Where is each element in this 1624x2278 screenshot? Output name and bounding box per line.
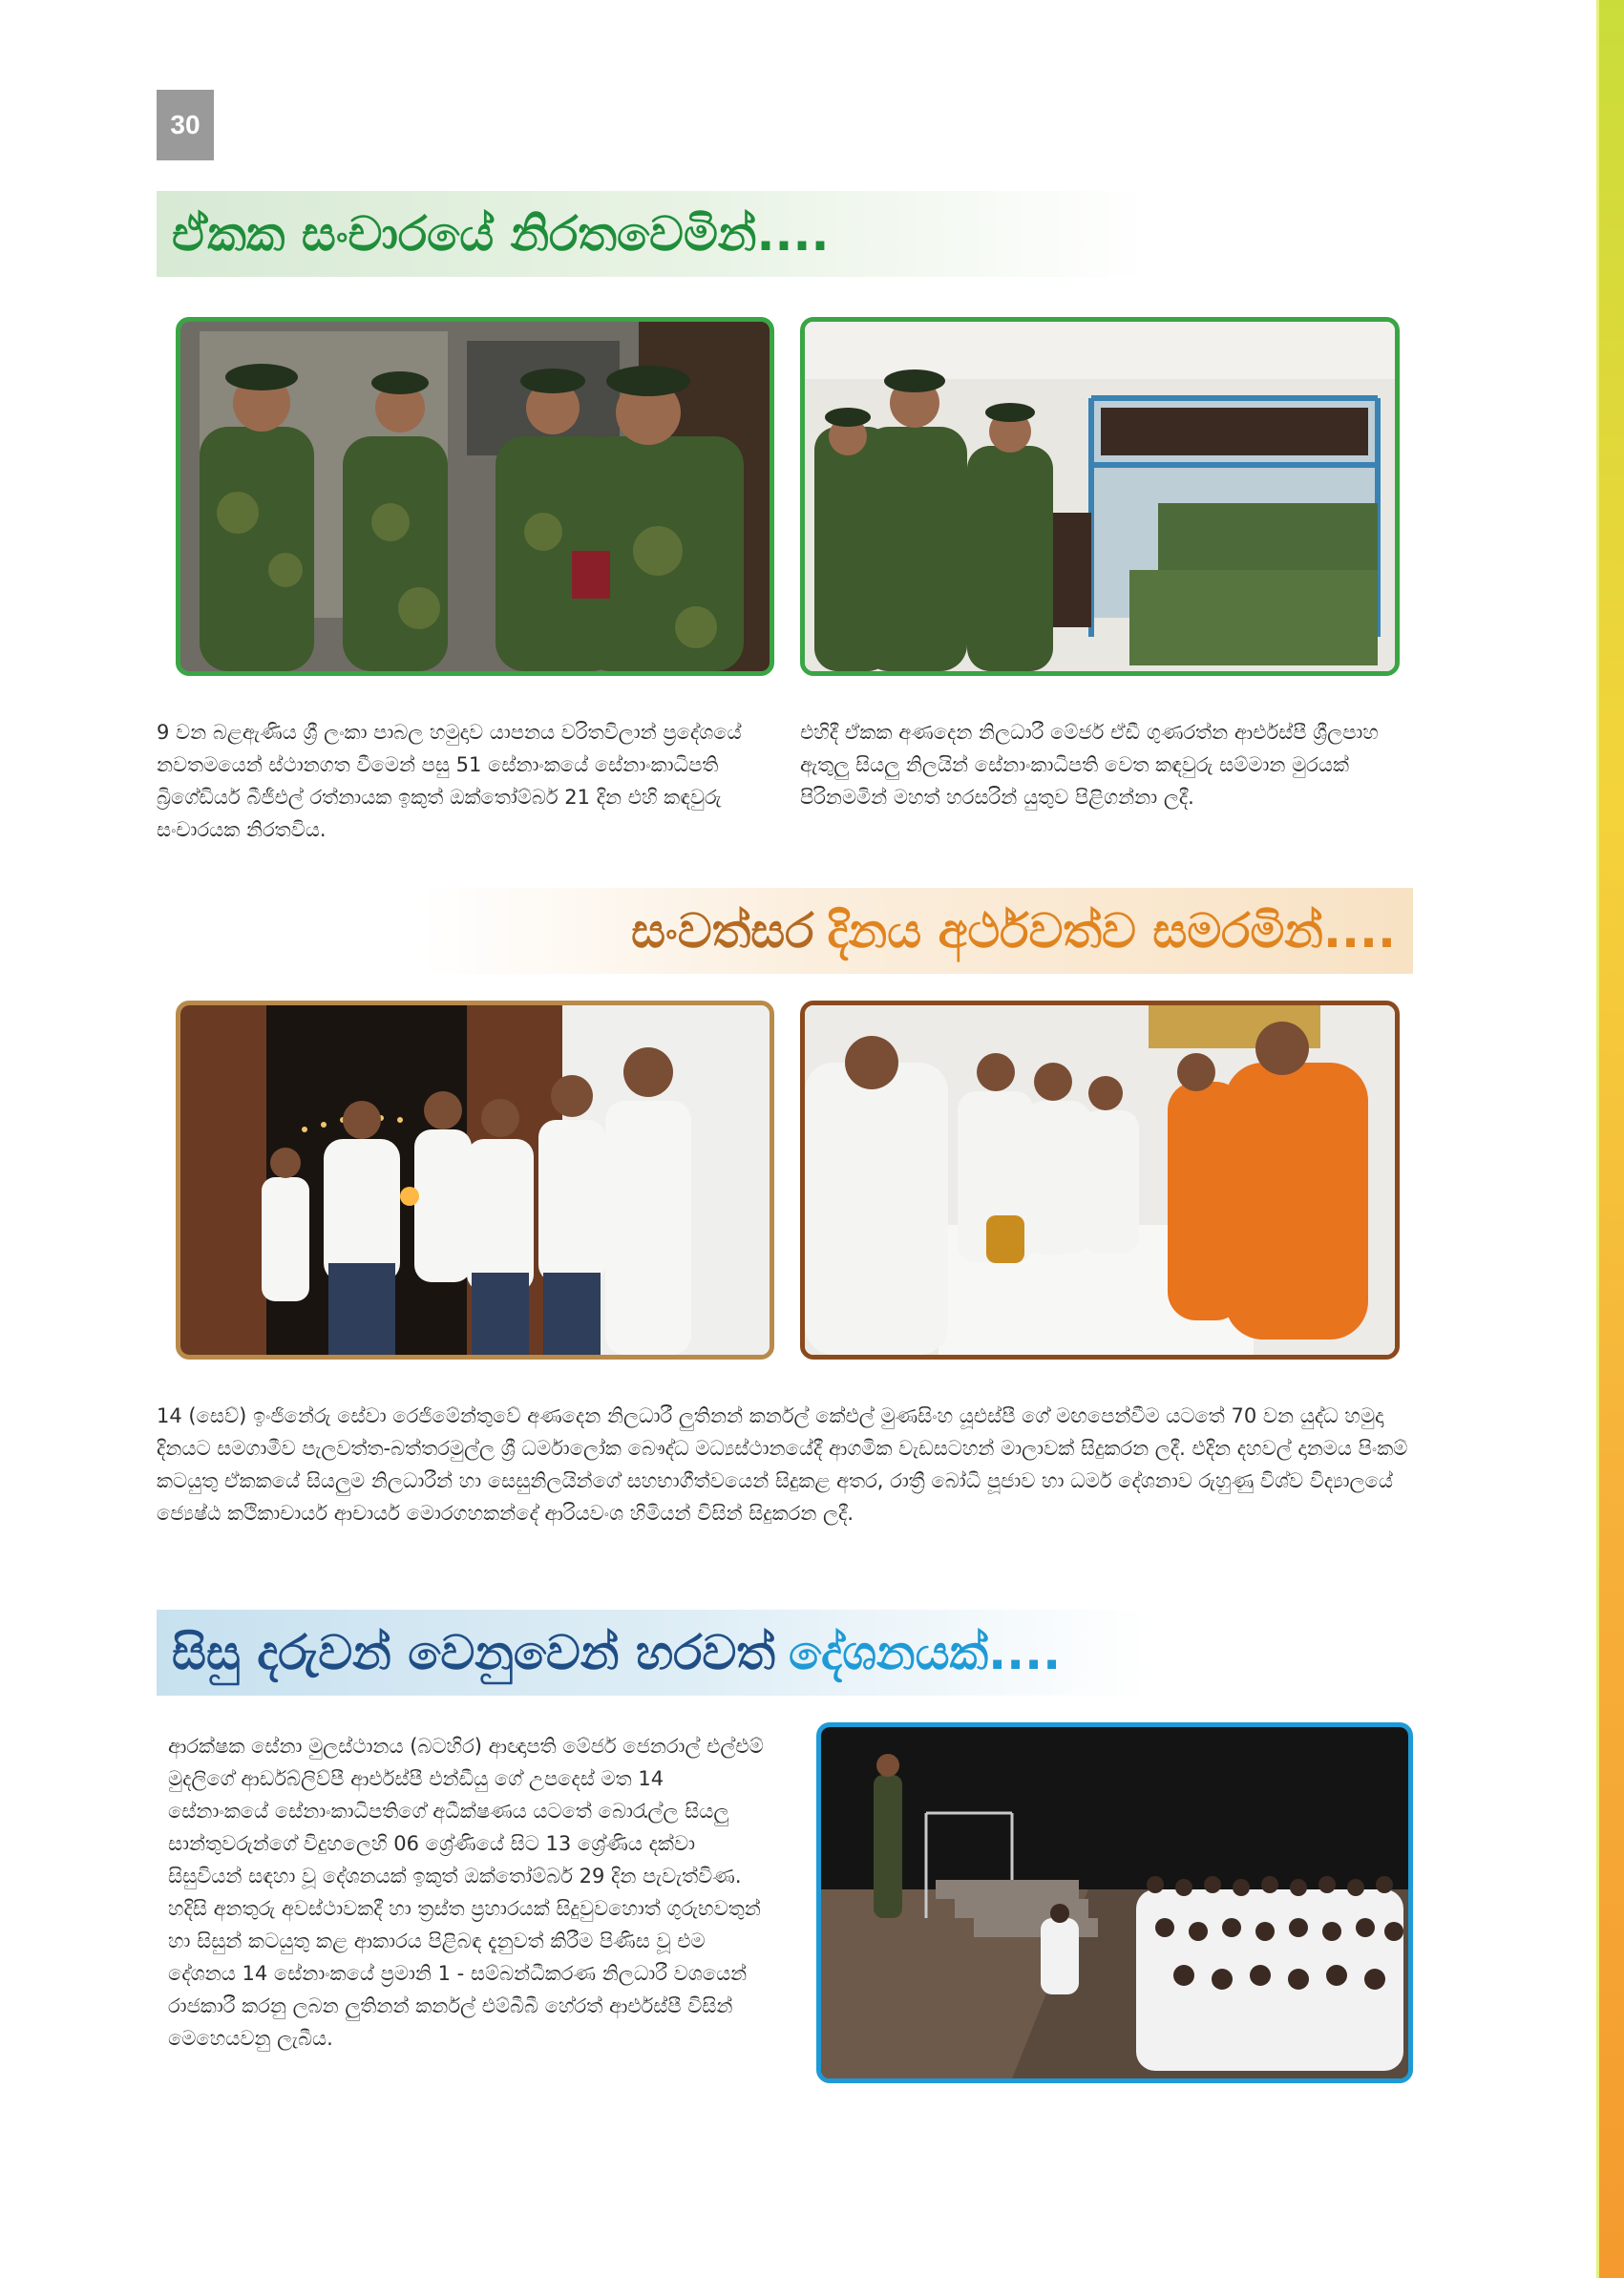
- section-heading-anniversary: [420, 888, 1413, 974]
- student-lecture-description: ආරක්ෂක සේනා මුලස්ථානය (බටහිර) ආඥාපති මේජර් ජෙනරාල් එල්එම් මුදලිගේ ආර්ඩබ්ලිව්පී ආර්එස්පී එන්ඩීයු ගේ උපදෙස් මත 14 සේනාංකයේ සේනාංකාධිපතිගේ අධීක්ෂණය යටතේ බොරැල්ල සියලු සාන්තුවරුන්ගේ විදුහලෙහි 06 ශ්‍රේණියේ සිට 13 ශ්‍රේණිය දක්වා සිසුවියන් සඳහා වූ දේශනයක් ඉකුත් ඔක්තෝම්බර් 29 දින පැවැත්විණ. හදිසි අනතුරු අවස්ථාවකදී හා ත්‍රස්ත ප්‍රහාරයක් සිදුවුවහොත් ගුරුභවතුන් හා සිසුන් කටයුතු කළ ආකාරය පිළිබඳ දැනුවත් කිරීම පිණිස වූ එම දේශනය 14 සේනාංකයේ ප්‍රමානි 1 - සම්බන්ධීකරණ නිලධාරී වශයෙන් රාජකාරී කරනු ලබන ලුතිනන් කර්නල් එම්බීබී හේරත් ආර්එස්පී විසින් මෙහෙයවනු ලැබීය.: [168, 1735, 764, 2050]
- heading-text: ඒකක සංචාරයේ නිරතවෙමින්....: [172, 205, 830, 262]
- photo-armory-visit: [800, 317, 1400, 676]
- photo-student-lecture: [816, 1722, 1413, 2083]
- anniversary-description: 14 (සෙව්) ඉංජිනේරු සේවා රෙජිමේන්තුවේ අණදෙන නිලධාරී ලුතිනන් කර්නල් කේඑල් මුණසිංහ යූඑස්පී ගේ මඟපෙන්වීම යටතේ 70 වන යුද්ධ හමුදා දිනයට සමගාමීව පැලවත්ත-බත්තරමුල්ල ශ්‍රී ධර්මාලෝක බෞද්ධ මධ්‍යස්ථානයේදී ආගමික වැඩසටහන් මාලාවක් සිදුකරන ලදී. එදින දහවල් දානමය පිංකම් කටයුතු ඒකකයේ සියලුම නිලධාරීන් හා සෙසුනිලයින්ගේ සහභාගීත්වයෙන් සිදුකළ අතර, රාත්‍රී බෝධි පූජාව හා ධර්ම දේශනාව රුහුණු විශ්ව විද්‍යාලයේ ජ්‍යෙෂ්ඨ කථිකාචාර්ය ආචාර්ය මොරගහකන්දේ ආරියවංශ හිමියන් විසින් සිදුකරන ලදී.: [157, 1404, 1408, 1525]
- heading-text-part1: සංවත්සර: [631, 902, 814, 959]
- guard-of-honour-description: එහිදී ඒකක අණදෙන නිලධාරී මේජර් ඒඩී ගුණරත්න ආර්එස්පී ශ්‍රීලපාහ ඇතුලු සියලු නිලයින් සේනාංකාධිපති වෙත කඳවුරු සම්මාන මුරයක් පිරිනමමින් මහත් හරසරින් යුතුව පිළිගන්නා ලදී.: [800, 721, 1379, 809]
- section-heading-unit-visit: [157, 191, 1149, 277]
- unit-visit-description: 9 වන බළඇණිය ශ්‍රී ලංකා පාබල හමුදාව යාපනය වරිතවිලාන් ප්‍රදේශයේ නවතමයෙන් ස්ථානගත වීමෙන් පසු 51 සේනාංකයේ සේනාංකාධිපති බ්‍රිගේඩියර් බීජීඑල් රත්නායක ඉකුත් ඔක්තෝම්බර් 21 දින එහි කඳවුරු සංචාරයක නිරතවිය.: [157, 721, 742, 841]
- photo-lamp-lighting: [176, 1001, 774, 1360]
- page-number: 30: [157, 90, 214, 160]
- side-color-stripe: [1596, 0, 1624, 2278]
- heading-text-part2: දිනය අර්ථවත්ව සමරමින්....: [827, 902, 1396, 959]
- heading-text-part2: දේශනයක්....: [788, 1624, 1062, 1680]
- photo-alms-giving: [800, 1001, 1400, 1360]
- photo-officers-inspection: [176, 317, 774, 676]
- section-heading-student-lecture: [157, 1610, 1149, 1696]
- heading-text-part1: සිසු දරුවන් වෙනුවෙන් හරවත්: [172, 1624, 775, 1680]
